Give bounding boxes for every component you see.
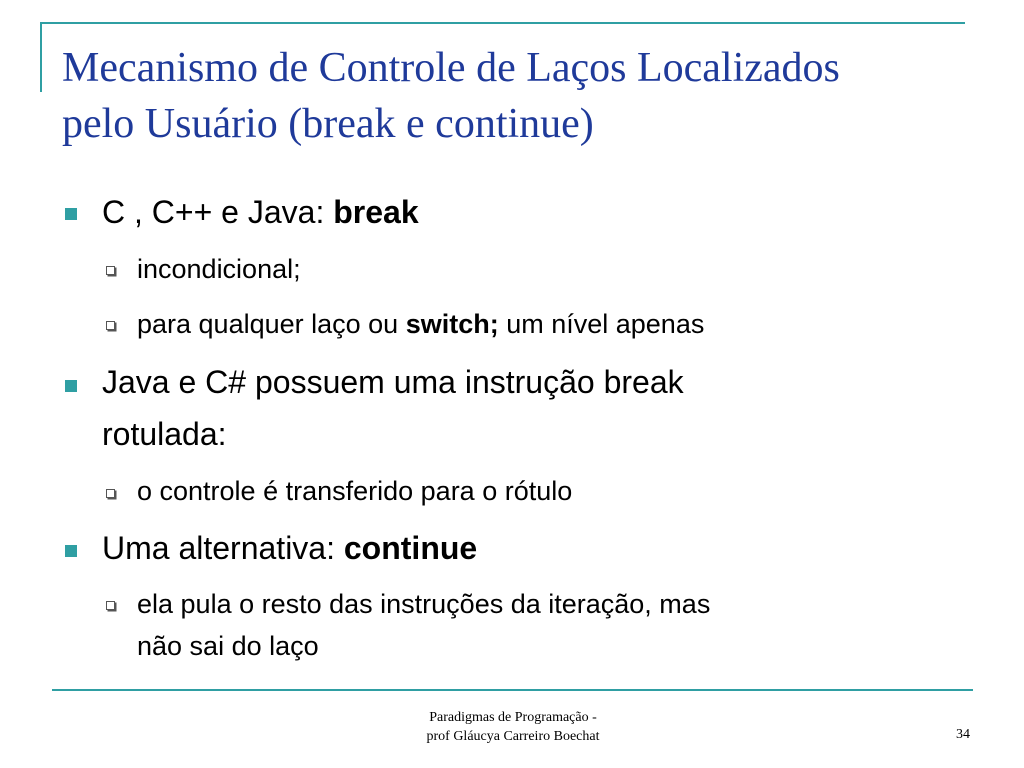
title-line-2: pelo Usuário (break e continue)	[62, 101, 594, 147]
bullet-3-bold: continue	[343, 530, 478, 566]
sub-2-text: para qualquer laço ou	[137, 309, 406, 339]
square-bullet-icon	[65, 208, 77, 220]
bottom-accent-line	[52, 689, 973, 691]
footer-course	[388, 708, 638, 746]
bullet-3-text: Uma alternativa:	[102, 530, 344, 566]
bullet-2-line-1: Java e C# possuem uma instrução break	[102, 364, 684, 400]
bullet-1-sub-1: incondicional;	[137, 254, 301, 284]
footer-line-2: prof Gláucya Carreiro Boechat	[426, 729, 600, 744]
hollow-square-bullet-icon	[106, 321, 115, 330]
bullet-3-sub-1-line-1: ela pula o resto das instruções da iteração, mas	[137, 589, 711, 619]
hollow-square-bullet-icon	[106, 489, 115, 498]
hollow-square-bullet-icon	[106, 266, 115, 275]
hollow-square-bullet-icon	[106, 601, 115, 610]
square-bullet-icon	[65, 545, 77, 557]
bullet-1-text: C , C++ e Java:	[102, 194, 334, 230]
title-line-1: Mecanismo de Controle de Laços Localizados	[62, 45, 840, 91]
bullet-2-line-2: rotulada:	[102, 416, 227, 452]
bullet-3	[102, 528, 477, 568]
bullet-2-sub-1: o controle é transferido para o rótulo	[137, 476, 573, 506]
footer-line-1: Paradigmas de Programação -	[429, 710, 597, 725]
sub-2-after: um nível apenas	[498, 309, 705, 339]
page-number: 34	[956, 727, 970, 742]
bullet-1	[102, 192, 419, 232]
bullet-3-sub-1-line-2: não sai do laço	[137, 631, 319, 661]
square-bullet-icon	[65, 380, 77, 392]
bullet-1-bold: break	[333, 194, 419, 230]
bullet-1-sub-2	[137, 306, 704, 342]
sub-2-bold: switch;	[405, 309, 499, 339]
